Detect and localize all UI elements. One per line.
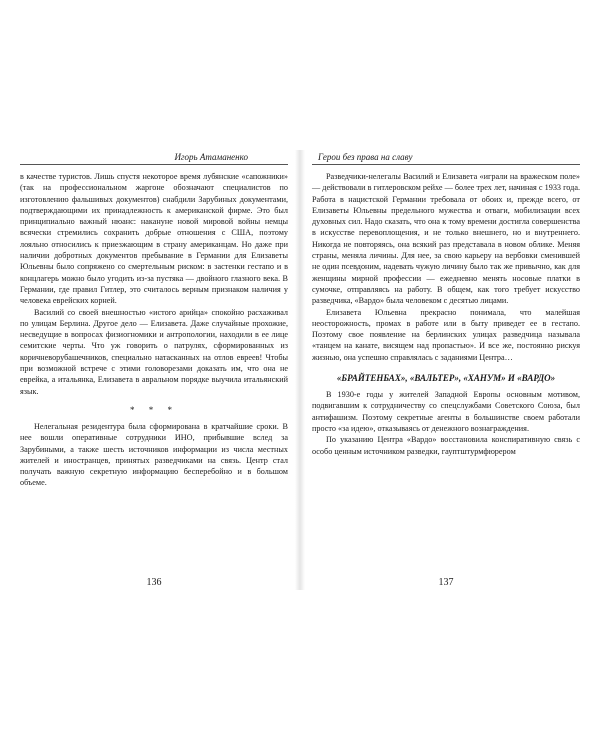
section-title: «БРАЙТЕНБАХ», «ВАЛЬТЕР», «ХАНУМ» И «ВАРДО» (336, 373, 556, 384)
right-page-body (312, 171, 580, 457)
paragraph: По указанию Центра «Вардо» восстановила конспиративную связь с особо ценным источником разведки, гауптштурмфюрером (312, 435, 580, 456)
page-number: 137 (438, 577, 454, 588)
book-gutter (295, 150, 305, 590)
paragraph: Разведчики-нелегалы Василий и Елизавета «играли на вражеском поле» — действовали в гитлеровском рейхе — более трех лет, начиная с 1933 года. Работа в нацистской Германии требовала от обоих и, прежде всего, от Елизаветы Юльевны предельного мужества и отваги, мобилизации всех духовных сил. Надо сказать, что она к тому времени достигла совершенства в искусстве перевоплощения, и не только внешнего, но и внутреннего. Никогда не повторяясь, она всякий раз представала в новом облике. Меняя страны, меняла личины. Для нее, за свою карьеру на вербовки сменившей не один псевдоним, надевать чужую личину было так же привычно, как для женщины мирной профессии — ежедневно менять носовые платки в сумочке, отправляясь на работу. В общем, как того требует искусство разведчика, «Вардо» была человеком с десятью лицами. (312, 172, 580, 306)
paragraph: Елизавета Юльевна прекрасно понимала, что малейшая неосторожность, промах в работе или в быту приведет ее в гестапо. Поэтому свое появление на берлинских улицах разведчица называла «танцем на канате, висящем над пропастью». И все же, постоянно рискуя жизнью, она успешно справлялась с заданиями Центра… (312, 307, 580, 362)
running-header-title: Герои без права на славу (312, 150, 580, 165)
paragraph: Василий со своей внешностью «истого арийца» спокойно расхаживал по улицам Берлина. Другое дело — Елизавета. Даже случайные прохожие, несведущие в вопросах физиогномики и антропологии, находили в ее лице семитские черты. Что уж говорить о патрулях, сформированных из коричневорубашечников, специально натасканных на отлов евреев! Чтобы при возможной встрече с этими головорезами доказать им, что она не еврейка, а итальянка, Елизавета в авральном порядке выучила итальянский язык. (20, 307, 288, 396)
left-page-body (20, 171, 288, 489)
section-separator: * * * (130, 404, 178, 415)
paragraph: В 1930-е годы у жителей Западной Европы основным мотивом, подвигавшим к сотрудничеству со спецслужбами Советского Союза, был антифашизм. Поэтому секретные агенты в большинстве своем работали просто «за идею», отказываясь от денежного вознаграждения. (312, 390, 580, 433)
left-page (20, 150, 288, 590)
page-number: 136 (146, 577, 162, 588)
running-header-author: Игорь Атаманенко (20, 150, 288, 165)
right-page (312, 150, 580, 590)
paragraph: Нелегальная резидентура была сформирована в кратчайшие сроки. В нее вошли оперативные сотрудники ИНО, прибывшие вслед за Зарубиными, а также шесть источников информации из числа местных жителей и иностранцев, принятых разведчиками на связь. Центр стал получать важную секретную информацию бесперебойно и в большом объеме. (20, 421, 288, 488)
paragraph: в качестве туристов. Лишь спустя некоторое время лубянские «сапожники» (так на профессиональном жаргоне обозначают специалистов по изготовлению фальшивых документов) снабдили Зарубиных документами, подтверждающими их принадлежность к американской фирме. Это был принципиально важный нюанс: накануне новой мировой войны немцы всячески стремились сохранить добрые отношения с США, поэтому лояльно относились к приезжающим в страну американцам. Но даже при наличии добротных документов пребывание в Германии для Елизаветы Юльевны было сопряжено со смертельным риском: в застенки гестапо и в концлагерь можно было угодить из-за пустяка — двойного глазного века. В Германии, где правил Гитлер, это считалось верным признаком наличия у человека еврейских корней. (20, 172, 288, 306)
book-spread (0, 150, 600, 590)
